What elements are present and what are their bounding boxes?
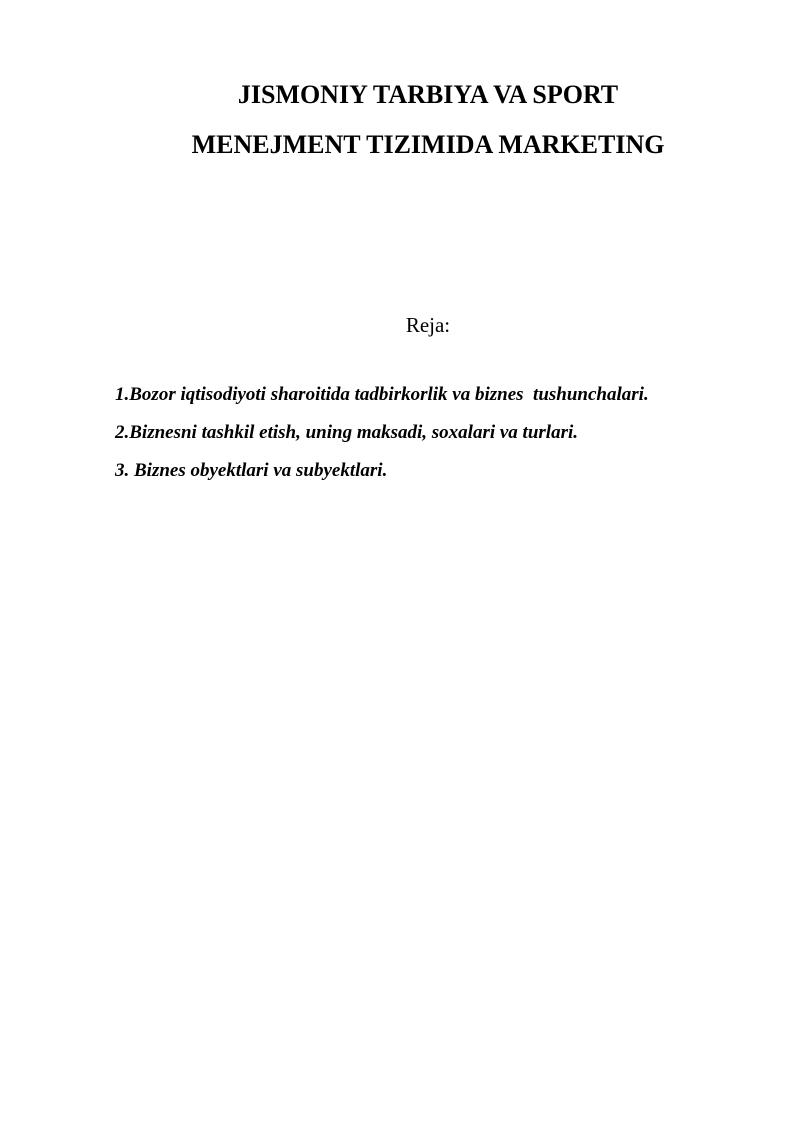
document-title-line-2: MENEJMENT TIZIMIDA MARKETING [191,130,665,159]
plan-item: 2.Biznesni tashkil etish, uning maksadi, soxalari va turlari. [115,422,578,443]
plan-item: 3. Biznes obyektlari va subyektlari. [115,460,388,481]
plan-list [115,382,649,496]
plan-item: 1.Bozor iqtisodiyoti sharoitida tadbirkorlik va biznes tushunchalari. [115,384,649,405]
document-title-line-1: JISMONIY TARBIYA VA SPORT [237,80,619,109]
plan-heading: Reja: [405,313,451,337]
